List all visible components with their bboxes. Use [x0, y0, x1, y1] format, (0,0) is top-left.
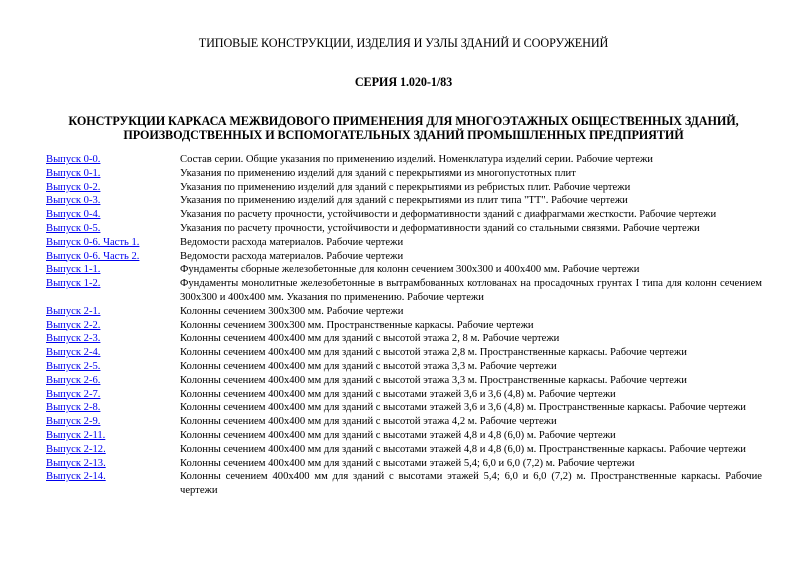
collection-title: ТИПОВЫЕ КОНСТРУКЦИИ, ИЗДЕЛИЯ И УЗЛЫ ЗДАНИЙ И СООРУЖЕНИЙ	[198, 36, 609, 50]
list-item	[46, 443, 762, 457]
list-item	[46, 332, 762, 346]
issue-description: Колонны сечением 400х400 мм для зданий с высотами этажей 4,8 и 4,8 (6,0) м. Пространственные каркасы. Рабочие чертежи	[180, 443, 746, 455]
document-title-line-2: ПРОИЗВОДСТВЕННЫХ И ВСПОМОГАТЕЛЬНЫХ ЗДАНИЙ ПРОМЫШЛЕННЫХ ПРЕДПРИЯТИЙ	[123, 128, 684, 142]
issue-description: Колонны сечением 300х300 мм. Пространственные каркасы. Рабочие чертежи	[180, 319, 534, 331]
issue-link[interactable]: Выпуск 0-1.	[46, 167, 101, 179]
issue-link[interactable]: Выпуск 0-0.	[46, 154, 101, 165]
issue-description: Колонны сечением 400х400 мм для зданий с высотой этажа 3,3 м. Пространственные каркасы. Рабочие чертежи	[180, 374, 687, 386]
issue-link[interactable]: Выпуск 2-7.	[46, 388, 101, 400]
list-item	[46, 222, 762, 236]
issue-link[interactable]: Выпуск 2-4.	[46, 347, 101, 359]
list-item	[46, 415, 762, 429]
document-title-line-1: КОНСТРУКЦИИ КАРКАСА МЕЖВИДОВОГО ПРИМЕНЕНИЯ ДЛЯ МНОГОЭТАЖНЫХ ОБЩЕСТВЕННЫХ ЗДАНИЙ,	[68, 114, 739, 128]
list-item	[46, 250, 762, 264]
issue-link[interactable]: Выпуск 2-11.	[46, 429, 106, 441]
list-item	[46, 374, 762, 388]
issue-description: Указания по применению изделий для зданий с перекрытиями из многопустотных плит	[180, 167, 576, 179]
issue-description: Колонны сечением 400х400 мм для зданий с высотами этажей 5,4; 6,0 и 6,0 (7,2) м. Рабочие чертежи	[180, 457, 635, 469]
list-item	[46, 457, 762, 471]
issue-link[interactable]: Выпуск 2-3.	[46, 333, 101, 345]
issue-link[interactable]: Выпуск 2-6.	[46, 374, 101, 386]
issue-description: Указания по применению изделий для зданий с перекрытиями из ребристых плит. Рабочие чертежи	[180, 181, 631, 193]
issue-description: Состав серии. Общие указания по применению изделий. Номенклатура изделий серии. Рабочие чертежи	[180, 154, 653, 165]
issue-description: Колонны сечением 400х400 мм для зданий с высотой этажа 2,8 м. Пространственные каркасы. Рабочие чертежи	[180, 347, 687, 359]
list-item	[46, 360, 762, 374]
list-item	[46, 429, 762, 443]
issue-description: Колонны сечением 400х400 мм для зданий с высотами этажей 3,6 и 3,6 (4,8) м. Рабочие чертежи	[180, 388, 616, 400]
list-item	[46, 346, 762, 360]
issue-link[interactable]: Выпуск 0-4.	[46, 209, 101, 221]
issue-link[interactable]: Выпуск 0-5.	[46, 222, 101, 234]
list-item	[46, 263, 762, 277]
issue-description: Указания по применению изделий для зданий с перекрытиями из плит типа "ТТ". Рабочие чертежи	[180, 195, 628, 207]
issues-list	[46, 153, 762, 498]
list-item	[46, 319, 762, 333]
issue-link[interactable]: Выпуск 2-12.	[46, 443, 106, 455]
list-item	[46, 208, 762, 222]
list-item	[46, 305, 762, 319]
issue-description: Фундаменты сборные железобетонные для колонн сечением 300х300 и 400х400 мм. Рабочие чертежи	[180, 264, 640, 276]
issue-description: Колонны сечением 400х400 мм для зданий с высотами этажей 5,4; 6,0 и 6,0 (7,2) м. Пространственные каркасы. Рабочие чертежи	[180, 471, 762, 497]
issue-link[interactable]: Выпуск 2-8.	[46, 402, 101, 414]
issue-description: Указания по расчету прочности, устойчивости и деформативности зданий со стальными связями. Рабочие чертежи	[180, 222, 700, 234]
issue-description: Фундаменты монолитные железобетонные в вытрамбованных котлованах на просадочных грунтах I типа для колонн сечением 300х300 и 400х400 мм. Указания по применению. Рабочие чертежи	[180, 278, 762, 303]
list-item	[46, 153, 762, 167]
issue-link[interactable]: Выпуск 0-3.	[46, 195, 101, 207]
issue-description: Колонны сечением 400х400 мм для зданий с высотой этажа 2, 8 м. Рабочие чертежи	[180, 333, 560, 345]
issue-link[interactable]: Выпуск 2-13.	[46, 457, 106, 469]
issue-link[interactable]: Выпуск 1-2.	[46, 278, 101, 290]
list-item	[46, 401, 762, 415]
series-title: СЕРИЯ 1.020-1/83	[354, 75, 453, 89]
issue-description: Колонны сечением 300х300 мм. Рабочие чертежи	[180, 305, 404, 317]
issue-link[interactable]: Выпуск 2-1.	[46, 305, 101, 317]
issue-description: Ведомости расхода материалов. Рабочие чертежи	[180, 236, 404, 248]
issue-link[interactable]: Выпуск 0-2.	[46, 181, 101, 193]
issue-description: Колонны сечением 400х400 мм для зданий с высотой этажа 3,3 м. Рабочие чертежи	[180, 360, 557, 372]
issue-link[interactable]: Выпуск 2-5.	[46, 360, 101, 372]
issue-link[interactable]: Выпуск 2-9.	[46, 416, 101, 428]
list-item	[46, 194, 762, 208]
issue-link[interactable]: Выпуск 2-2.	[46, 319, 101, 331]
issue-description: Колонны сечением 400х400 мм для зданий с высотами этажей 4,8 и 4,8 (6,0) м. Рабочие чертежи	[180, 429, 616, 441]
issue-description: Ведомости расхода материалов. Рабочие чертежи	[180, 250, 404, 262]
list-item	[46, 167, 762, 181]
issue-link[interactable]: Выпуск 1-1.	[46, 264, 101, 276]
issue-link[interactable]: Выпуск 2-14.	[46, 471, 106, 483]
list-item	[46, 236, 762, 250]
list-item	[46, 470, 762, 498]
issue-link[interactable]: Выпуск 0-6. Часть 2.	[46, 250, 140, 262]
list-item	[46, 181, 762, 195]
issue-description: Колонны сечением 400х400 мм для зданий с высотой этажа 4,2 м. Рабочие чертежи	[180, 416, 557, 428]
list-item	[46, 277, 762, 305]
list-item	[46, 388, 762, 402]
issue-link[interactable]: Выпуск 0-6. Часть 1.	[46, 236, 140, 248]
issue-description: Колонны сечением 400х400 мм для зданий с высотами этажей 3,6 и 3,6 (4,8) м. Пространственные каркасы. Рабочие чертежи	[180, 402, 746, 414]
issue-description: Указания по расчету прочности, устойчивости и деформативности зданий с диафрагмами жесткости. Рабочие чертежи	[180, 209, 717, 221]
